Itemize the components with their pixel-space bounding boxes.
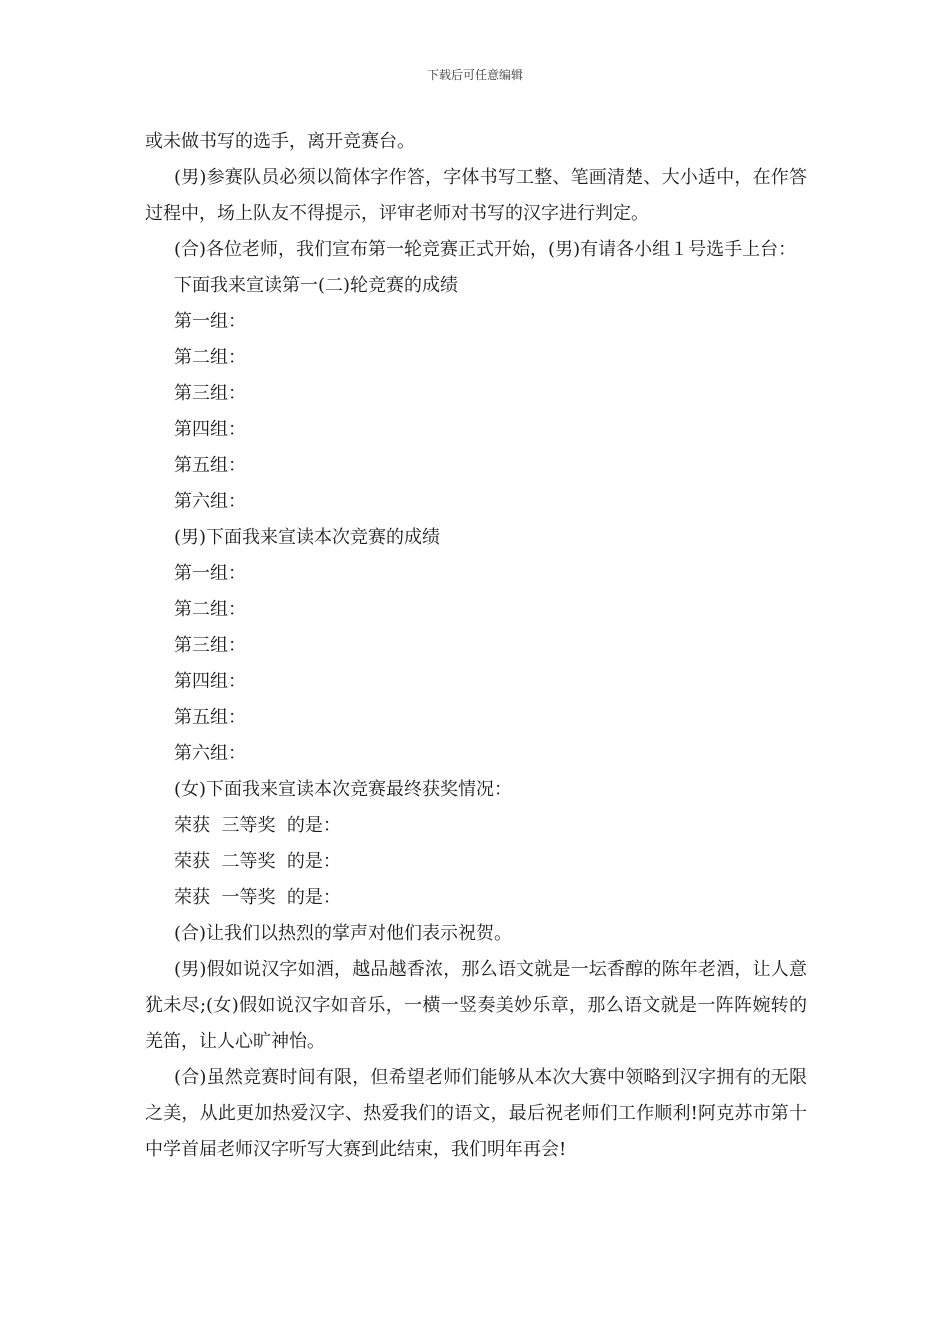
award-line: 荣获 三等奖 的是： (174, 815, 341, 836)
paragraph: 下面我来宣读第一(二)轮竞赛的成绩 (174, 275, 459, 296)
group-line: 第四组： (174, 671, 246, 692)
group-line: 第六组： (174, 743, 246, 764)
award-line: 荣获 二等奖 的是： (174, 851, 341, 872)
paragraph: (男)参赛队员必须以简体字作答，字体书写工整、笔画清楚、大小适中，在作答过程中，场上队友不得提示，评审老师对书写的汉字进行判定。 (145, 167, 807, 224)
paragraph: (合)让我们以热烈的掌声对他们表示祝贺。 (174, 923, 513, 944)
group-line: 第二组： (174, 599, 246, 620)
page-header-note: 下载后可任意编辑 (426, 68, 523, 82)
group-line: 第二组： (174, 347, 246, 368)
paragraph: (男)假如说汉字如酒，越品越香浓，那么语文就是一坛香醇的陈年老酒，让人意犹未尽;(女)假如说汉字如音乐，一横一竖奏美妙乐章，那么语文就是一阵阵婉转的羌笛，让人心旷神怡。 (145, 959, 807, 1052)
group-line: 第四组： (174, 419, 246, 440)
paragraph: (合)各位老师，我们宣布第一轮竞赛正式开始，(男)有请各小组１号选手上台： (174, 239, 797, 260)
award-line: 荣获 一等奖 的是： (174, 887, 341, 908)
paragraph: (女)下面我来宣读本次竞赛最终获奖情况： (174, 779, 513, 800)
group-line: 第三组： (174, 635, 246, 656)
paragraph: (合)虽然竞赛时间有限，但希望老师们能够从本次大赛中领略到汉字拥有的无限之美，从此更加热爱汉字、热爱我们的语文，最后祝老师们工作顺利!阿克苏市第十中学首届老师汉字听写大赛到此结束，我们明年再会! (145, 1067, 807, 1160)
group-line: 第五组： (174, 707, 246, 728)
group-line: 第六组： (174, 491, 246, 512)
document-body (145, 124, 807, 1168)
group-line: 第三组： (174, 383, 246, 404)
group-line: 第五组： (174, 455, 246, 476)
paragraph: (男)下面我来宣读本次竞赛的成绩 (174, 527, 441, 548)
paragraph: 或未做书写的选手，离开竞赛台。 (145, 131, 415, 152)
group-line: 第一组： (174, 563, 246, 584)
group-line: 第一组： (174, 311, 246, 332)
